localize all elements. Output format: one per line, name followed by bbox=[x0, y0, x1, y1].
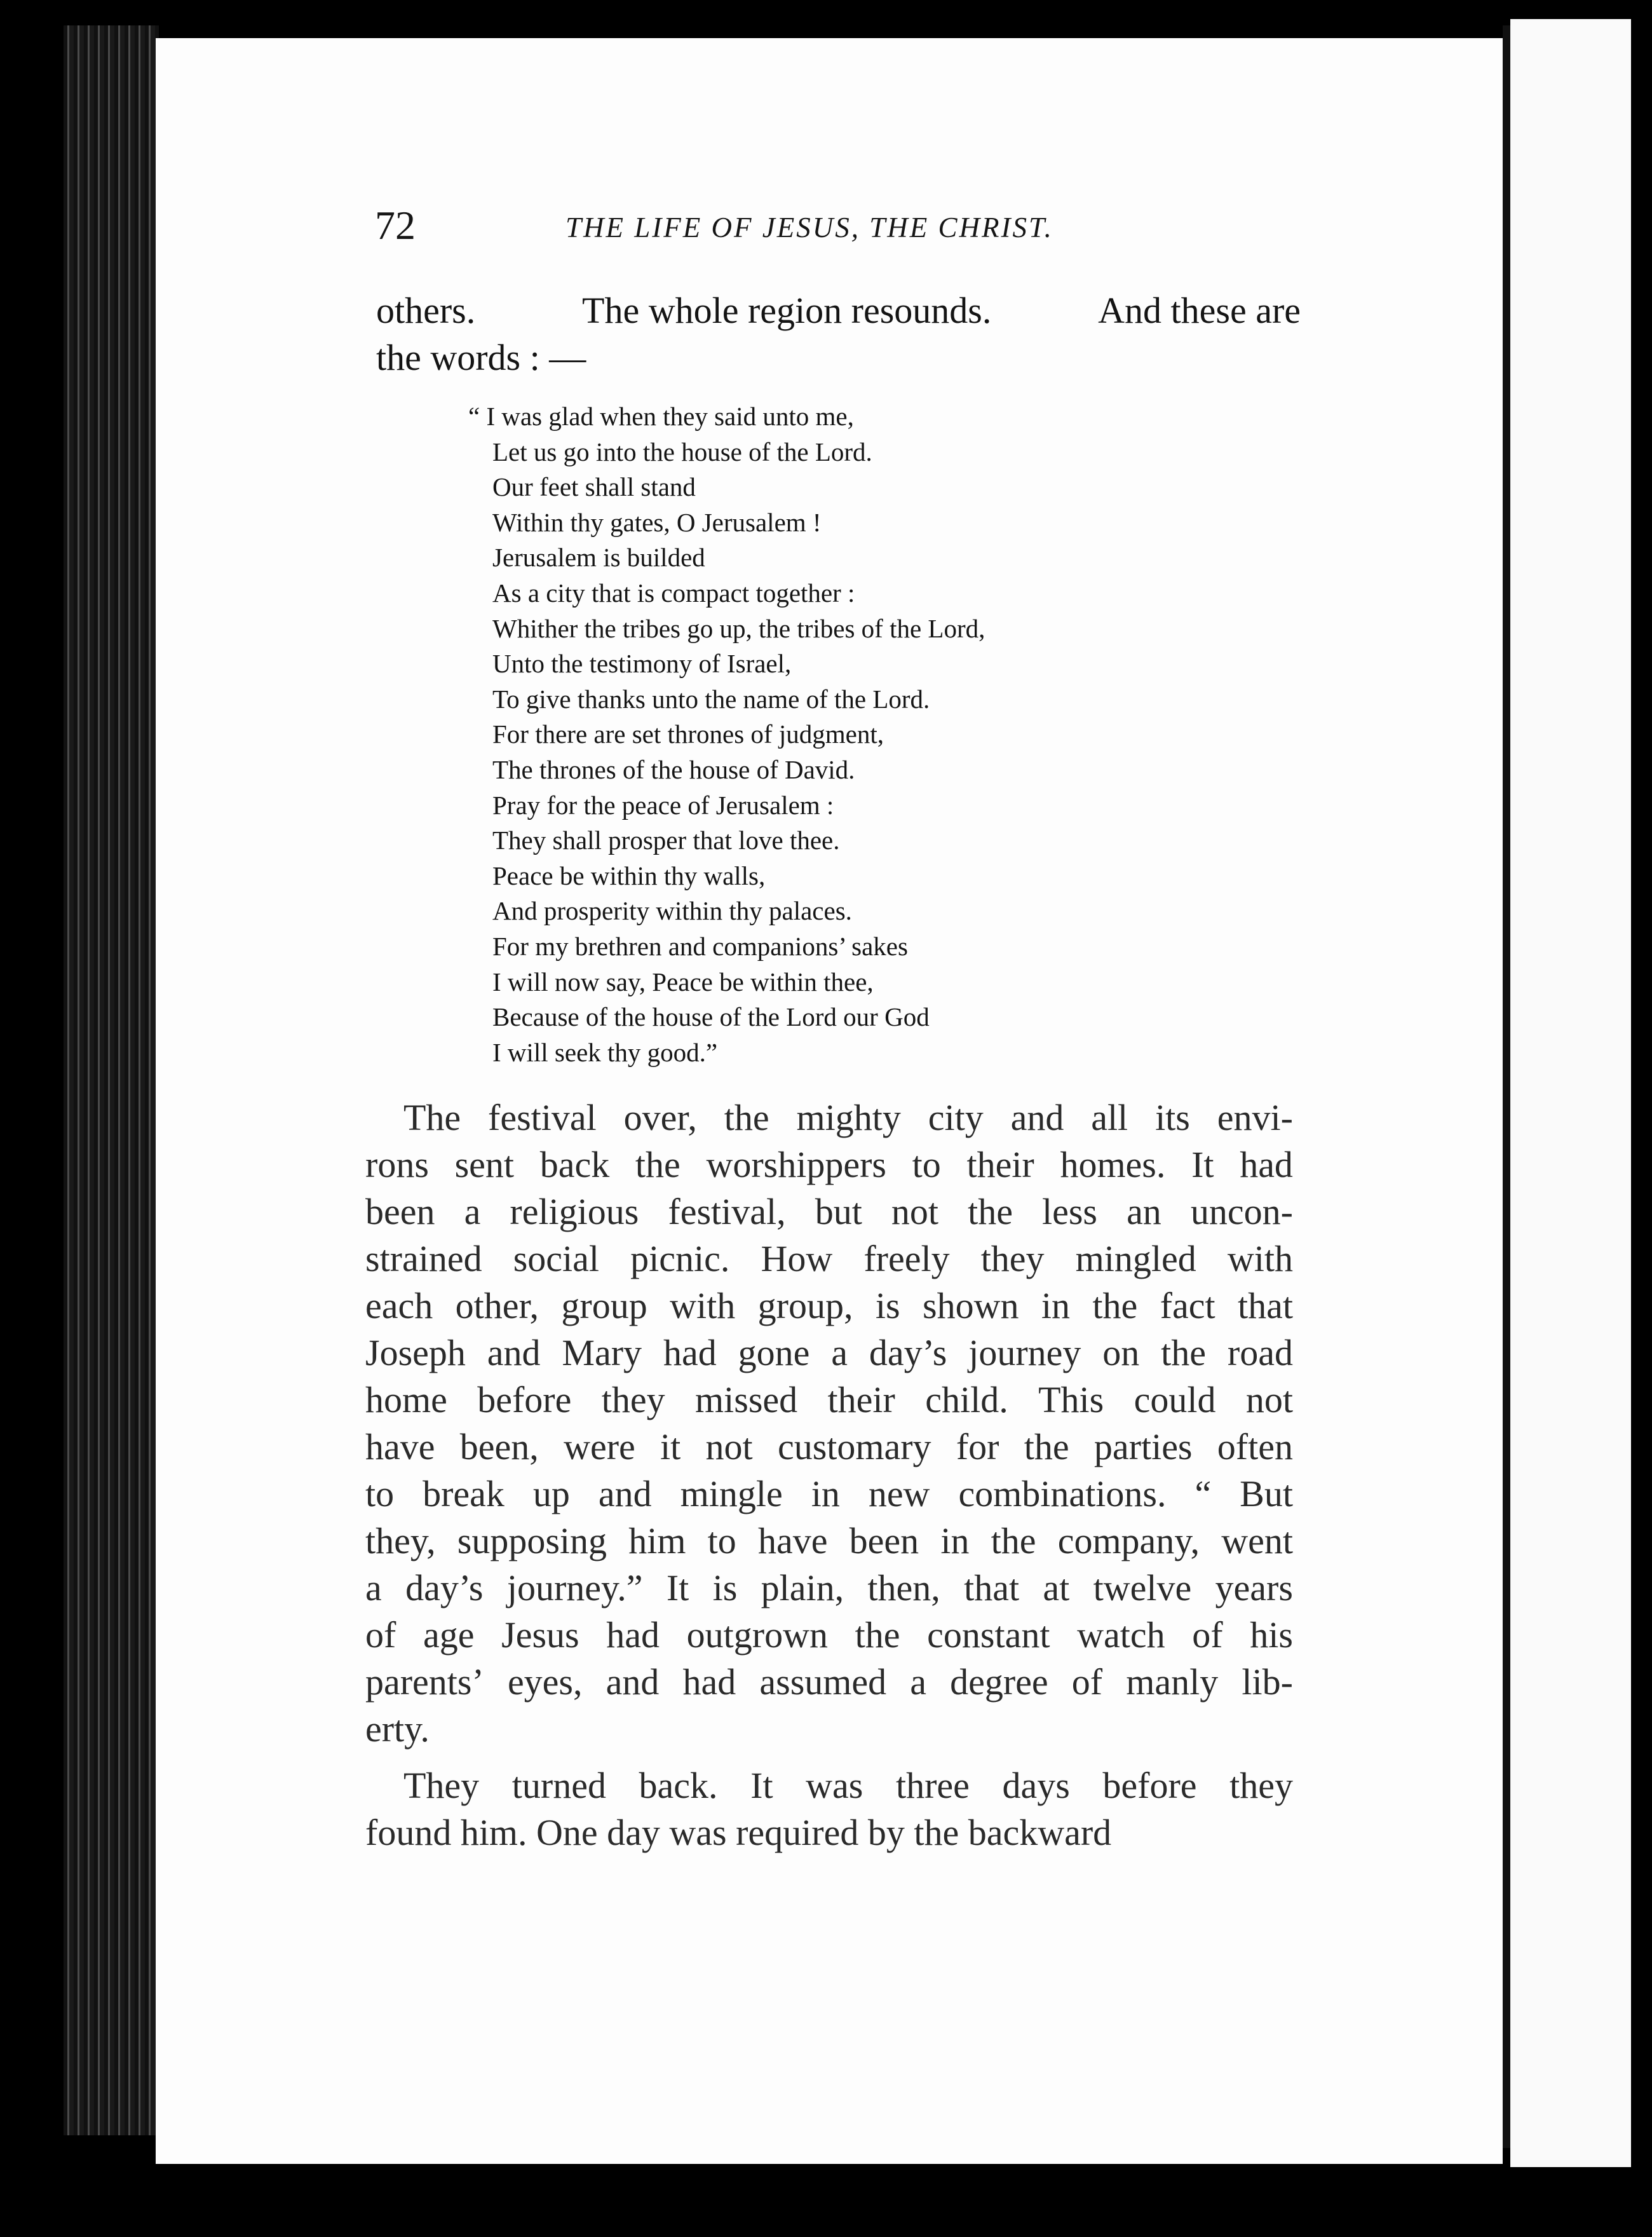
text-line: of age Jesus had outgrown the constant watch of his bbox=[365, 1614, 1293, 1656]
poem-line: Jerusalem is builded bbox=[492, 543, 705, 573]
poem-line: Our feet shall stand bbox=[492, 472, 696, 502]
poem-line: Whither the tribes go up, the tribes of the Lord, bbox=[492, 613, 985, 643]
intro-text bbox=[376, 287, 1301, 381]
poem-line: They shall prosper that love thee. bbox=[492, 826, 840, 855]
poem-line: Because of the house of the Lord our God bbox=[492, 1002, 930, 1032]
text-line: erty. bbox=[365, 1708, 430, 1750]
psalm-quotation bbox=[468, 399, 985, 1070]
poem-line: Peace be within thy walls, bbox=[492, 860, 766, 890]
text-line: been a religious festival, but not the less an uncon- bbox=[365, 1191, 1293, 1232]
poem-line: The thrones of the house of David. bbox=[492, 754, 855, 784]
poem-line: For my brethren and companions’ sakes bbox=[492, 931, 908, 961]
poem-line: For there are set thrones of judgment, bbox=[492, 719, 884, 749]
poem-line: As a city that is compact together : bbox=[492, 578, 855, 608]
poem-line: “ I was glad when they said unto me, bbox=[468, 402, 854, 431]
poem-line: To give thanks unto the name of the Lord. bbox=[492, 684, 930, 714]
page-number: 72 bbox=[375, 203, 416, 248]
text-line: a day’s journey.” It is plain, then, that at twelve years bbox=[365, 1567, 1293, 1608]
running-title: THE LIFE OF JESUS, THE CHRIST. bbox=[565, 212, 1053, 243]
paragraph-turned-back bbox=[365, 1762, 1293, 1856]
poem-line: Within thy gates, O Jerusalem ! bbox=[492, 507, 822, 537]
gutter-shadow bbox=[1503, 25, 1510, 2148]
text-line: found him. One day was required by the backward bbox=[365, 1812, 1112, 1853]
poem-line: Pray for the peace of Jerusalem : bbox=[492, 790, 834, 820]
poem-line: I will now say, Peace be within thee, bbox=[492, 967, 874, 996]
text-line: to break up and mingle in new combinations. “ But bbox=[365, 1473, 1293, 1514]
text-line: They turned back. It was three days before they bbox=[403, 1765, 1293, 1806]
text-line: have been, were it not customary for the parties often bbox=[365, 1426, 1293, 1467]
poem-line: Let us go into the house of the Lord. bbox=[492, 437, 872, 466]
intro-line bbox=[376, 334, 1301, 381]
text-line: strained social picnic. How freely they mingled with bbox=[365, 1238, 1293, 1279]
poem-line: Unto the testimony of Israel, bbox=[492, 649, 792, 679]
poem-line: And prosperity within thy palaces. bbox=[492, 896, 852, 926]
text-line: each other, group with group, is shown in the fact that bbox=[365, 1285, 1293, 1326]
intro-segment: The whole region resounds. bbox=[582, 290, 992, 331]
intro-segment: others. bbox=[376, 290, 476, 331]
text-line: home before they missed their child. This could not bbox=[365, 1379, 1293, 1420]
text-line: rons sent back the worshippers to their homes. It had bbox=[365, 1144, 1293, 1185]
page-edges bbox=[64, 25, 159, 2135]
text-line: Joseph and Mary had gone a day’s journey on the road bbox=[365, 1332, 1293, 1373]
page-header bbox=[375, 202, 1299, 259]
text-line: The festival over, the mighty city and all its envi- bbox=[403, 1097, 1293, 1138]
text-line: parents’ eyes, and had assumed a degree of manly lib- bbox=[365, 1661, 1293, 1703]
intro-segment: And these are bbox=[1098, 290, 1301, 331]
intro-segment: the words : — bbox=[376, 337, 586, 378]
intro-line bbox=[376, 287, 1301, 334]
poem-line: I will seek thy good.” bbox=[492, 1037, 718, 1067]
facing-page-edge bbox=[1510, 19, 1631, 2167]
text-line: they, supposing him to have been in the company, went bbox=[365, 1520, 1293, 1561]
paragraph-festival bbox=[365, 1094, 1293, 1753]
